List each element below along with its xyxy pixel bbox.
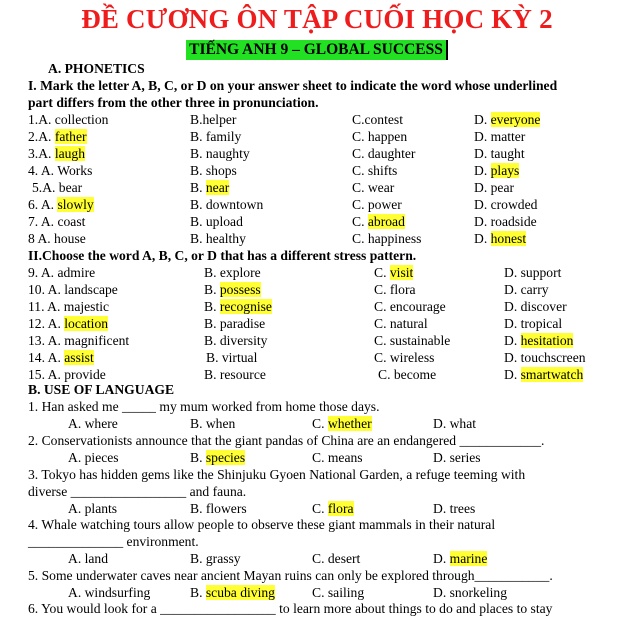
option-a: 6. A. slowly [28, 197, 94, 212]
option-c: C. visit [374, 265, 414, 280]
option-c: C. daughter [352, 146, 416, 161]
option-b: B. resource [204, 367, 266, 382]
option-d: D. plays [474, 163, 520, 178]
question-3-stem-cont: diverse _________________ and fauna. [28, 484, 247, 499]
question-3-stem: 3. Tokyo has hidden gems like the Shinjuku Gyoen National Garden, a refuge teeming with [28, 467, 526, 482]
option-c: C. desert [312, 551, 361, 566]
option-d: D. smartwatch [504, 367, 584, 382]
option-c: C. flora [374, 282, 416, 297]
option-b: B. upload [190, 214, 243, 229]
option-d: D. roadside [474, 214, 537, 229]
question-6-stem: 6. You would look for a _________________ to learn more about things to do and places to stay [28, 601, 553, 616]
option-a: A. land [68, 551, 109, 566]
option-a: 9. A. admire [28, 265, 96, 280]
option-c: C. abroad [352, 214, 405, 229]
question-5-stem: 5. Some underwater caves near ancient Mayan ruins can only be explored through___________. [28, 568, 553, 583]
option-b: B. shops [190, 163, 237, 178]
option-b: B. explore [204, 265, 261, 280]
option-d: D. support [504, 265, 562, 280]
option-b: B. healthy [190, 231, 246, 246]
option-a: A. plants [68, 501, 118, 516]
option-d: D. hesitation [504, 333, 574, 348]
option-c: C. happen [352, 129, 408, 144]
option-c: C. happiness [352, 231, 422, 246]
option-d: D. marine [433, 551, 488, 566]
question-4-stem-cont: ______________ environment. [28, 534, 199, 549]
option-c: C. sailing [312, 585, 365, 600]
option-b: B. species [190, 450, 246, 465]
option-b: B. grassy [190, 551, 241, 566]
document-title: ĐỀ CƯƠNG ÔN TẬP CUỐI HỌC KỲ 2 [81, 4, 553, 34]
option-c: C. whether [312, 416, 372, 431]
question-2-stem: 2. Conservationists announce that the giant pandas of China are an endangered ____________. [28, 433, 545, 448]
section-phonetics-heading: A. PHONETICS [48, 61, 145, 76]
question-4-stem: 4. Whale watching tours allow people to observe these giant mammals in their natural [28, 517, 496, 532]
option-d: D. touchscreen [504, 350, 586, 365]
option-d: D. snorkeling [433, 585, 508, 600]
option-d: D. crowded [474, 197, 538, 212]
option-c: C. wireless [374, 350, 435, 365]
option-c: C.contest [352, 112, 403, 127]
option-c: C. encourage [374, 299, 446, 314]
option-a: 8 A. house [28, 231, 86, 246]
section-language-heading: B. USE OF LANGUAGE [28, 382, 175, 397]
option-b: B. recognise [204, 299, 272, 314]
option-a: 10. A. landscape [28, 282, 118, 297]
option-c: C. power [352, 197, 402, 212]
option-b: B.helper [190, 112, 237, 127]
option-a: A. where [68, 416, 118, 431]
option-d: D. taught [474, 146, 525, 161]
option-c: C. sustainable [374, 333, 451, 348]
option-a: 13. A. magnificent [28, 333, 130, 348]
question-1-stem: 1. Han asked me _____ my mum worked from home those days. [28, 399, 380, 414]
option-d: D. everyone [474, 112, 541, 127]
option-b: B. flowers [190, 501, 247, 516]
option-a: 4. A. Works [28, 163, 93, 178]
option-d: D. trees [433, 501, 476, 516]
option-b: B. family [190, 129, 242, 144]
option-a: 1.A. collection [28, 112, 109, 127]
option-a: A. pieces [68, 450, 119, 465]
option-c: C. wear [352, 180, 395, 195]
option-c: C. natural [374, 316, 428, 331]
option-b: B. diversity [204, 333, 268, 348]
option-d: D. carry [504, 282, 549, 297]
option-b: B. downtown [190, 197, 264, 212]
part1-instruction: I. Mark the letter A, B, C, or D on your answer sheet to indicate the word whose underlined [28, 78, 558, 93]
option-a: 15. A. provide [28, 367, 106, 382]
option-d: D. pear [474, 180, 515, 195]
option-b: B. scuba diving [190, 585, 275, 600]
option-a: 5.A. bear [32, 180, 83, 195]
option-d: D. tropical [504, 316, 563, 331]
option-d: D. honest [474, 231, 527, 246]
option-d: D. discover [504, 299, 567, 314]
option-a: 14. A. assist [28, 350, 94, 365]
option-a: A. windsurfing [68, 585, 151, 600]
option-a: 7. A. coast [28, 214, 86, 229]
option-c: C. means [312, 450, 363, 465]
option-d: D. series [433, 450, 481, 465]
option-c: C. flora [312, 501, 354, 516]
option-c: C. become [378, 367, 437, 382]
option-c: C. shifts [352, 163, 398, 178]
option-a: 11. A. majestic [28, 299, 110, 314]
option-d: D. what [433, 416, 477, 431]
option-b: B. paradise [204, 316, 266, 331]
option-a: 12. A. location [28, 316, 109, 331]
option-b: B. near [190, 180, 230, 195]
document-subtitle: TIẾNG ANH 9 – GLOBAL SUCCESS [186, 40, 448, 60]
option-b: B. possess [204, 282, 261, 297]
option-a: 3.A. laugh [28, 146, 86, 161]
option-a: 2.A. father [28, 129, 87, 144]
option-b: B. when [190, 416, 236, 431]
option-b: B. virtual [206, 350, 258, 365]
option-d: D. matter [474, 129, 526, 144]
part2-instruction: II.Choose the word A, B, C, or D that has a different stress pattern. [28, 248, 417, 263]
part1-instruction-cont: part differs from the other three in pronunciation. [28, 95, 319, 110]
option-b: B. naughty [190, 146, 250, 161]
